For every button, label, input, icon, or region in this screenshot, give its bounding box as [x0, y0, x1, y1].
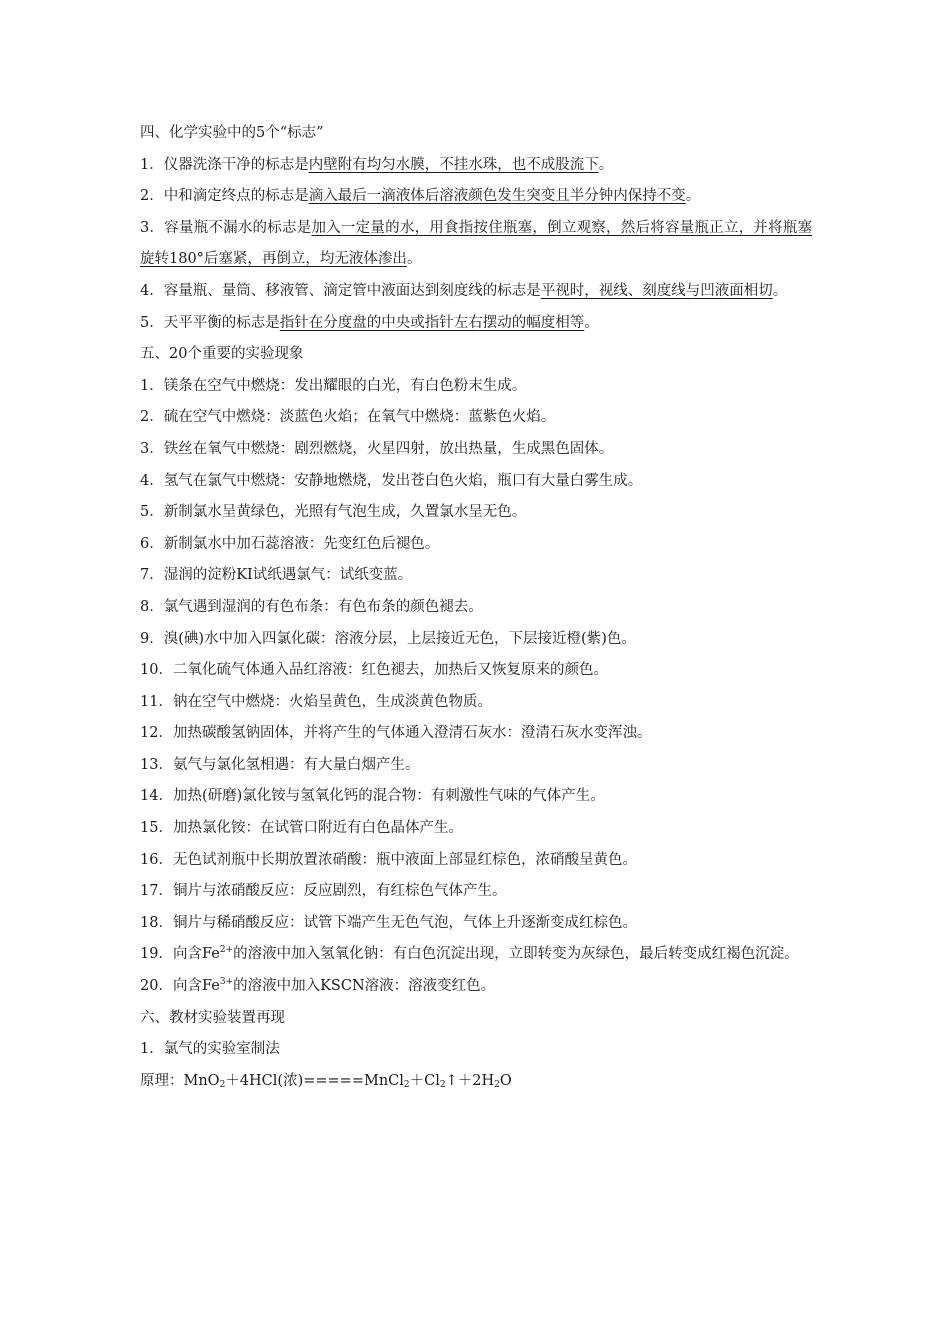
phenomenon-item: 15．加热氯化铵：在试管口附近有白色晶体产生。 — [140, 820, 463, 837]
phenomenon-item: 8．氯气遇到湿润的有色布条：有色布条的颜色褪去。 — [140, 598, 483, 615]
section-6-item-1: 1．氯气的实验室制法 — [140, 1041, 280, 1058]
section-5-title: 五、20个重要的实验现象 — [140, 346, 304, 363]
answer-underline: 指针在分度盘的中央或指针左右摆动的幅度相等 — [279, 314, 585, 331]
phenomenon-item: 16．无色试剂瓶中长期放置浓硝酸：瓶中液面上部显红棕色，浓硝酸呈黄色。 — [140, 851, 637, 868]
section-4-item-3: 3．容量瓶不漏水的标志是加入一定量的水，用食指按住瓶塞，倒立观察，然后将容量瓶正立，并将瓶塞旋转180°后塞紧，再倒立，均无液体渗出。 — [140, 219, 812, 268]
phenomenon-item: 9．溴(碘)水中加入四氯化碳：溶液分层，上层接近无色，下层接近橙(紫)色。 — [140, 630, 636, 647]
phenomenon-item: 1．镁条在空气中燃烧：发出耀眼的白光，有白色粉末生成。 — [140, 377, 527, 394]
reaction-equation: 原理：MnO$_2$＋4HCl(浓)$=====MnCl_2+Cl_2↑+2H_2O$ — [140, 1072, 512, 1090]
answer-underline: 平视时，视线、刻度线与凹液面相切 — [540, 282, 773, 299]
section-4-item-4: 4．容量瓶、量筒、移液管、滴定管中液面达到刻度线的标志是平视时，视线、刻度线与凹液面相切。 — [140, 282, 788, 299]
answer-underline: 加入一定量的水，用食指按住瓶塞，倒立观察，然后将容量瓶正立，并将瓶塞旋转180°后塞紧，再倒立，均无液体渗出 — [140, 219, 812, 268]
phenomenon-item: 6．新制氯水中加石蕊溶液：先变红色后褪色。 — [140, 535, 440, 552]
section-4-item-2: 2．中和滴定终点的标志是滴入最后一滴液体后溶液颜色发生突变且半分钟内保持不变。 — [140, 188, 701, 205]
phenomenon-item: 18．铜片与稀硝酸反应：试管下端产生无色气泡，气体上升逐渐变成红棕色。 — [140, 914, 637, 931]
phenomenon-item: 12．加热碳酸氢钠固体，并将产生的气体通入澄清石灰水：澄清石灰水变浑浊。 — [140, 725, 652, 742]
ion-charge: 3+ — [219, 977, 234, 988]
answer-underline: 内壁附有均匀水膜，不挂水珠，也不成股流下 — [308, 156, 599, 173]
section-4-title: 四、化学实验中的5个“标志” — [140, 125, 324, 141]
phenomenon-item: 4．氢气在氯气中燃烧：安静地燃烧，发出苍白色火焰，瓶口有大量白雾生成。 — [140, 472, 643, 489]
phenomenon-item: 14．加热(研磨)氯化铵与氢氧化钙的混合物：有刺激性气味的气体产生。 — [140, 788, 605, 805]
section-6-title: 六、教材实验装置再现 — [140, 1009, 285, 1026]
phenomenon-item: 3．铁丝在氧气中燃烧：剧烈燃烧，火星四射，放出热量，生成黑色固体。 — [140, 440, 614, 457]
phenomenon-item-20: 20．向含$Fe^{3+}$的溶液中加入KSCN溶液：溶液变红色。 — [140, 977, 496, 995]
phenomenon-item: 17．铜片与浓硝酸反应：反应剧烈，有红棕色气体产生。 — [140, 883, 507, 900]
document-content — [140, 118, 812, 1097]
phenomenon-item: 7．湿润的淀粉KI试纸遇氯气：试纸变蓝。 — [140, 567, 413, 584]
answer-underline: 滴入最后一滴液体后溶液颜色发生突变且半分钟内保持不变 — [308, 188, 686, 205]
ion-charge: 2+ — [219, 945, 234, 956]
phenomenon-item: 2．硫在空气中燃烧：淡蓝色火焰；在氧气中燃烧：蓝紫色火焰。 — [140, 409, 556, 426]
phenomenon-item: 13．氨气与氯化氢相遇：有大量白烟产生。 — [140, 756, 420, 773]
phenomenon-item: 10．二氧化硫气体通入品红溶液：红色褪去，加热后又恢复原来的颜色。 — [140, 662, 608, 679]
phenomenon-item-19: 19．向含$Fe^{2+}$的溶液中加入氢氧化钠：有白色沉淀出现，立即转变为灰绿色，最后转变成红褐色沉淀。 — [140, 945, 799, 963]
phenomenon-item: 5．新制氯水呈黄绿色，光照有气泡生成，久置氯水呈无色。 — [140, 504, 527, 521]
section-4-item-5: 5．天平平衡的标志是指针在分度盘的中央或指针左右摆动的幅度相等。 — [140, 314, 599, 331]
phenomenon-item: 11．钠在空气中燃烧：火焰呈黄色，生成淡黄色物质。 — [140, 693, 492, 710]
section-4-item-1: 1．仪器洗涤干净的标志是内壁附有均匀水膜，不挂水珠，也不成股流下。 — [140, 156, 614, 173]
